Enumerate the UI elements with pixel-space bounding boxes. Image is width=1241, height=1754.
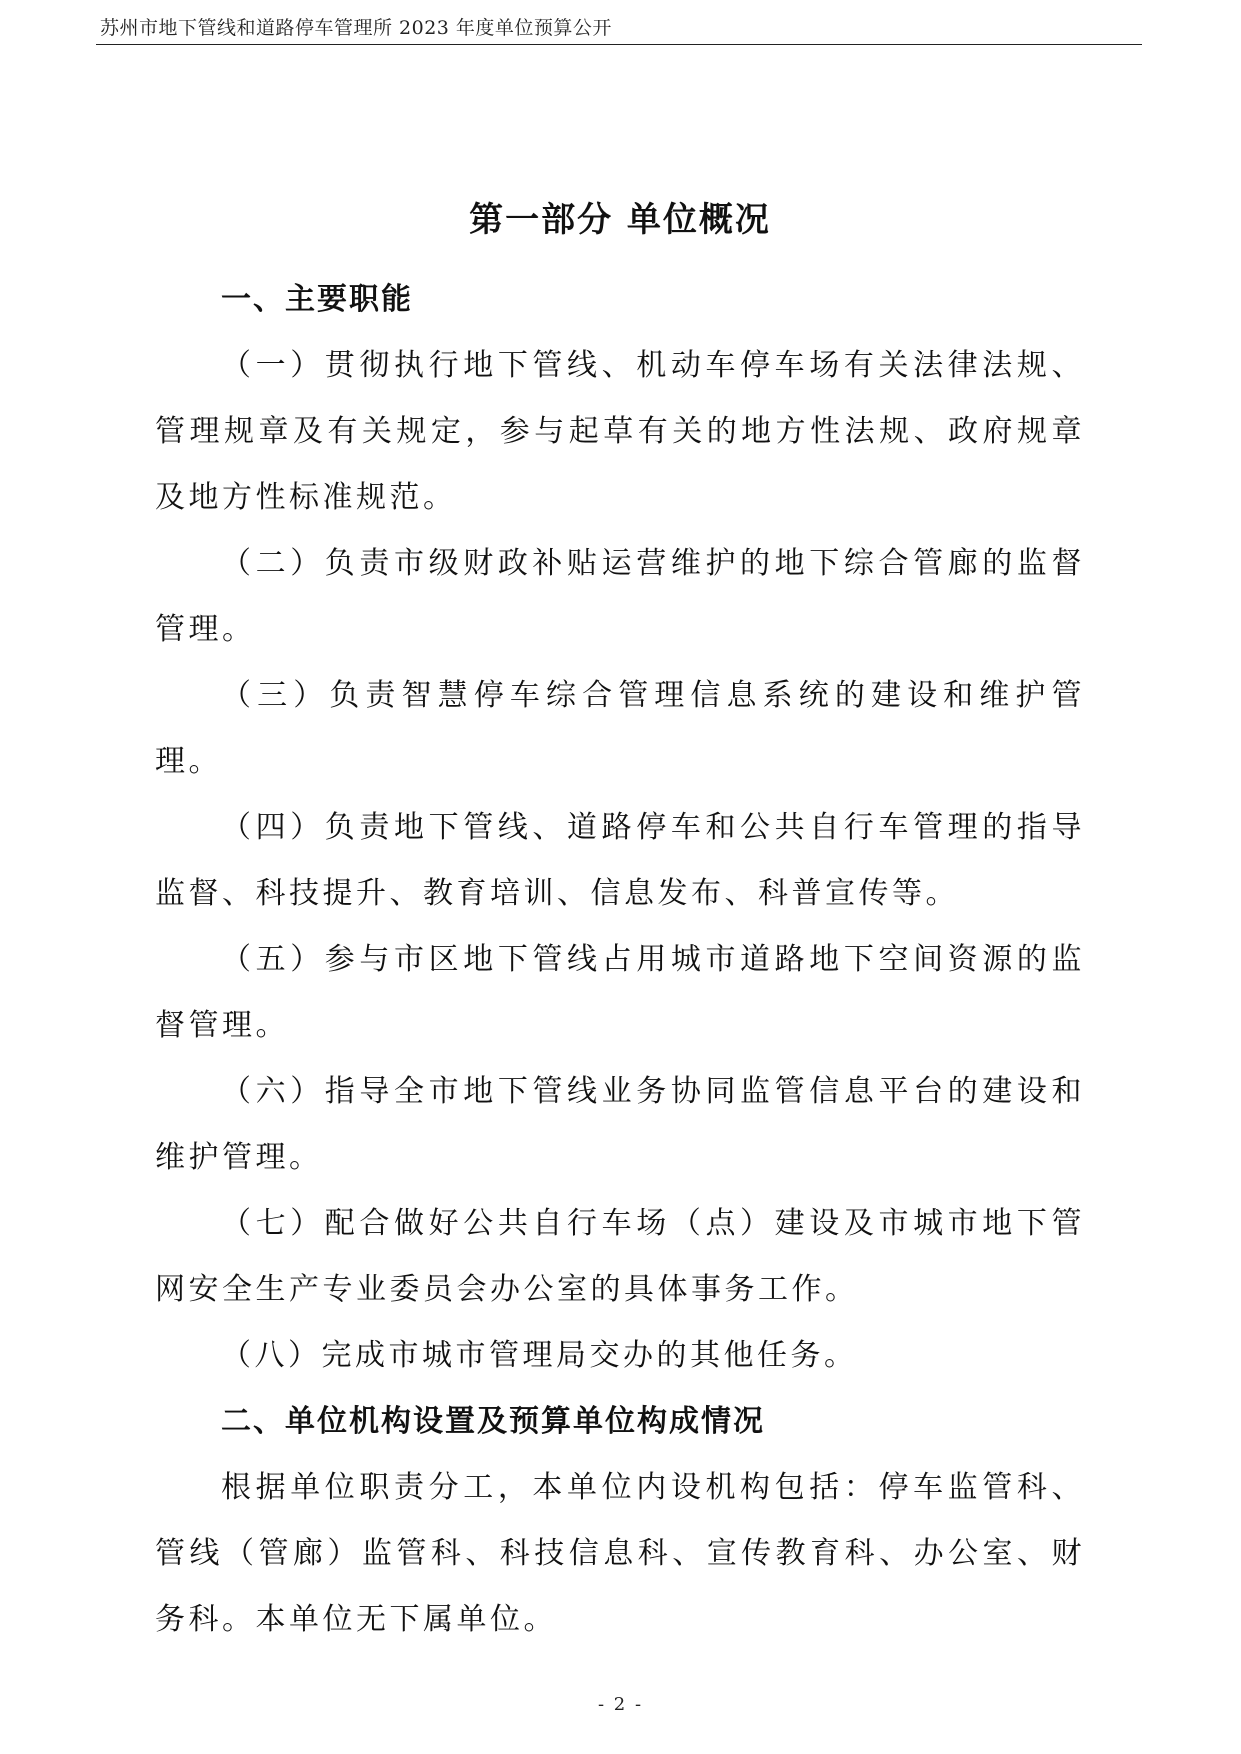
function-item-4: （四）负责地下管线、道路停车和公共自行车管理的指导监督、科技提升、教育培训、信息发布、科普宣传等。 (155, 810, 1085, 911)
function-item-1: （一）贯彻执行地下管线、机动车停车场有关法律法规、管理规章及有关规定，参与起草有关的地方性法规、政府规章及地方性标准规范。 (155, 348, 1085, 515)
running-header: 苏州市地下管线和道路停车管理所 2023 年度单位预算公开 (100, 17, 612, 39)
function-item-6: （六）指导全市地下管线业务协同监管信息平台的建设和维护管理。 (155, 1074, 1085, 1175)
header-divider (96, 44, 1142, 45)
organization-paragraph: 根据单位职责分工，本单位内设机构包括：停车监管科、管线（管廊）监管科、科技信息科、宣传教育科、办公室、财务科。本单位无下属单位。 (155, 1470, 1085, 1637)
function-item-8: （八）完成市城市管理局交办的其他任务。 (221, 1338, 858, 1373)
section-heading-organization: 二、单位机构设置及预算单位构成情况 (221, 1404, 765, 1439)
page-number: - 2 - (597, 1694, 644, 1715)
function-item-5: （五）参与市区地下管线占用城市道路地下空间资源的监督管理。 (155, 942, 1085, 1043)
document-body (155, 195, 1085, 1653)
function-item-3: （三）负责智慧停车综合管理信息系统的建设和维护管理。 (155, 678, 1085, 779)
function-item-2: （二）负责市级财政补贴运营维护的地下综合管廊的监督管理。 (155, 546, 1085, 647)
part-title: 第一部分 单位概况 (469, 200, 771, 240)
function-item-7: （七）配合做好公共自行车场（点）建设及市城市地下管网安全生产专业委员会办公室的具体事务工作。 (155, 1206, 1085, 1307)
section-heading-main-functions: 一、主要职能 (221, 282, 413, 317)
